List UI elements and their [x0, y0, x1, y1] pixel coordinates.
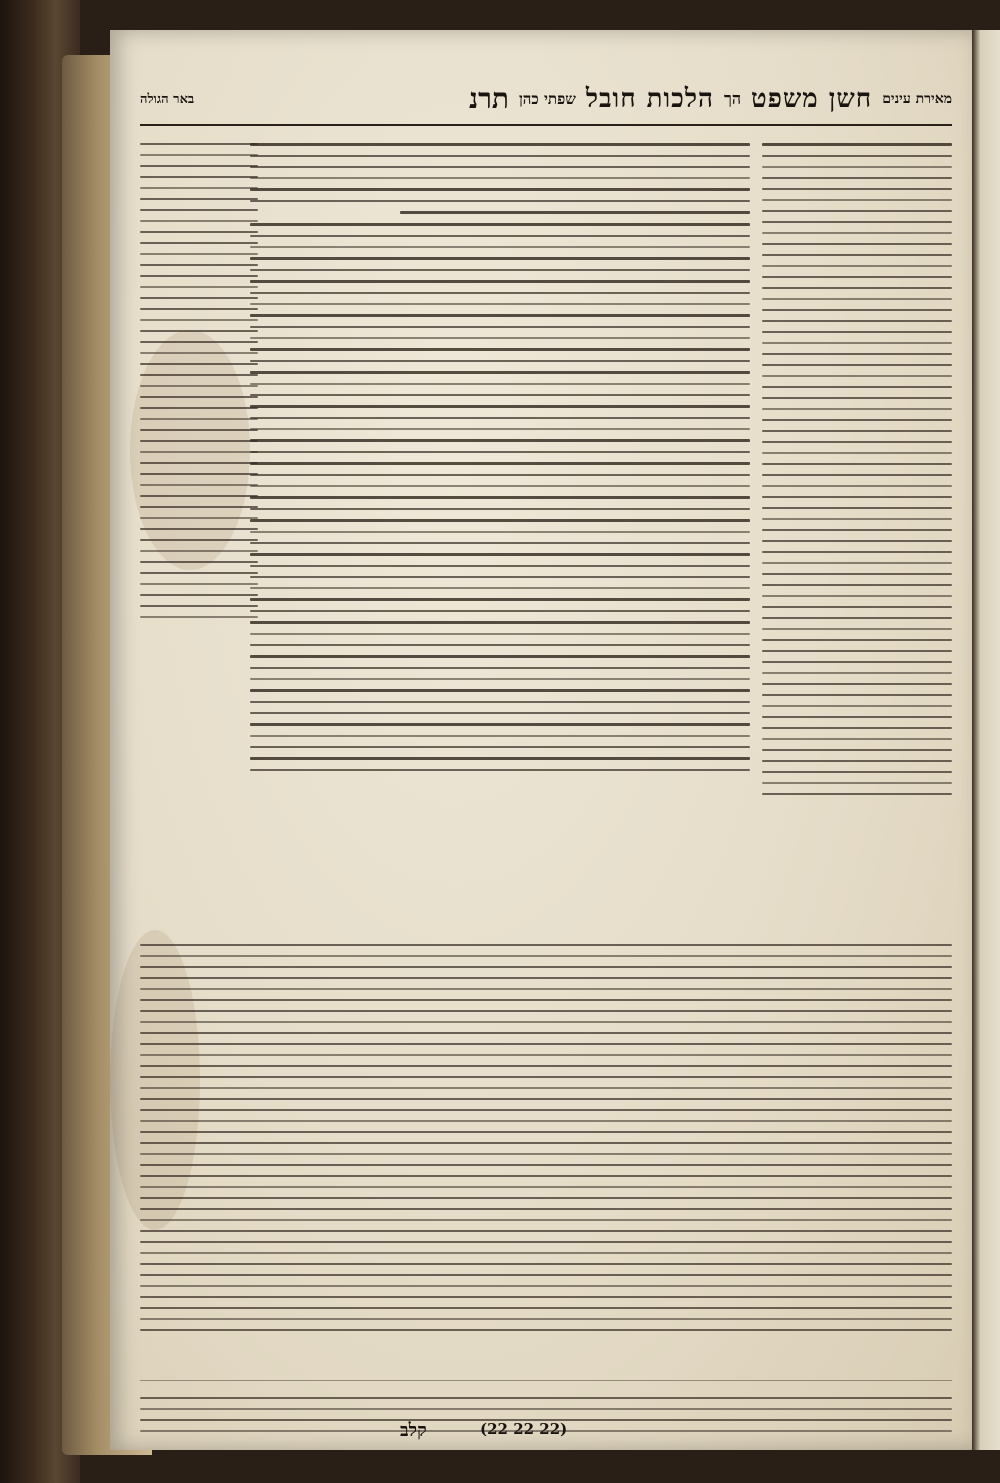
text-line — [762, 694, 952, 696]
text-line — [140, 473, 258, 475]
header-left-label: באר הגולה — [140, 92, 195, 107]
text-line — [400, 211, 750, 214]
text-line — [762, 760, 952, 762]
text-line — [762, 595, 952, 597]
text-line — [140, 1307, 952, 1309]
text-line — [762, 716, 952, 718]
text-line — [250, 485, 750, 487]
text-line — [762, 529, 952, 531]
text-line — [762, 463, 952, 465]
text-line — [762, 639, 952, 641]
text-line — [762, 562, 952, 564]
text-line — [762, 199, 952, 201]
facing-page-edge — [972, 30, 1000, 1450]
text-line — [140, 187, 258, 189]
text-line — [140, 253, 258, 255]
text-line — [140, 154, 258, 156]
text-line — [140, 1208, 952, 1210]
text-line — [762, 738, 952, 740]
text-line — [762, 331, 952, 333]
text-line — [140, 955, 952, 957]
header-right-label: מאירת עינים — [882, 90, 952, 107]
running-header — [140, 78, 952, 120]
text-line — [140, 1109, 952, 1111]
text-line — [140, 1076, 952, 1078]
text-line — [762, 705, 952, 707]
text-line — [762, 320, 952, 322]
text-line — [250, 644, 750, 646]
book-page — [110, 30, 972, 1450]
text-line — [140, 407, 258, 409]
text-line — [250, 474, 750, 476]
text-line — [762, 452, 952, 454]
main-text-column — [250, 134, 750, 924]
text-line — [762, 628, 952, 630]
text-line — [250, 177, 750, 179]
text-line — [140, 1131, 952, 1133]
text-line — [140, 944, 952, 946]
printer-signature: (22 22 22) — [480, 1420, 568, 1438]
text-line — [140, 561, 258, 563]
text-line — [140, 495, 258, 497]
text-line — [140, 550, 258, 552]
text-line — [140, 1087, 952, 1089]
text-line — [250, 508, 750, 510]
text-line — [140, 297, 258, 299]
text-line — [762, 584, 952, 586]
text-line — [140, 506, 258, 508]
header-title-mid: הך — [723, 89, 742, 108]
text-line — [140, 363, 258, 365]
text-line — [250, 496, 750, 499]
text-line — [762, 243, 952, 245]
bottom-commentary-block — [140, 935, 952, 1375]
text-line — [140, 594, 258, 596]
text-line — [762, 419, 952, 421]
text-line — [762, 265, 952, 267]
text-line — [140, 1230, 952, 1232]
text-line — [762, 573, 952, 575]
text-line — [140, 539, 258, 541]
text-line — [140, 286, 258, 288]
text-line — [140, 429, 258, 431]
text-line — [140, 583, 258, 585]
text-line — [762, 408, 952, 410]
text-line — [762, 485, 952, 487]
text-line — [250, 678, 750, 680]
header-title: חשן משפט — [751, 84, 873, 114]
text-line — [250, 223, 750, 226]
header-subsection: שפתי כהן — [518, 89, 576, 108]
text-line — [762, 166, 952, 168]
text-line — [250, 746, 750, 748]
text-line — [762, 617, 952, 619]
catchword: קלב — [400, 1420, 427, 1441]
text-line — [140, 341, 258, 343]
text-line — [250, 155, 750, 157]
text-line — [140, 605, 258, 607]
text-line — [250, 280, 750, 283]
text-line — [762, 727, 952, 729]
text-line — [140, 451, 258, 453]
text-line — [250, 428, 750, 430]
left-commentary-column — [140, 134, 258, 924]
text-line — [140, 1054, 952, 1056]
text-line — [762, 441, 952, 443]
text-line — [250, 769, 750, 771]
text-line — [140, 209, 258, 211]
text-line — [250, 326, 750, 328]
text-line — [250, 655, 750, 658]
text-line — [140, 572, 258, 574]
text-line — [762, 309, 952, 311]
text-line — [140, 1153, 952, 1155]
text-line — [140, 999, 952, 1001]
text-line — [250, 394, 750, 396]
text-line — [140, 988, 952, 990]
text-line — [140, 440, 258, 442]
text-line — [140, 977, 952, 979]
text-line — [250, 257, 750, 260]
text-line — [762, 749, 952, 751]
text-line — [140, 517, 258, 519]
text-line — [250, 565, 750, 567]
text-line — [250, 337, 750, 339]
header-section: הלכות חובל — [585, 84, 714, 114]
text-line — [140, 385, 258, 387]
text-line — [250, 519, 750, 522]
text-line — [140, 176, 258, 178]
text-line — [250, 735, 750, 737]
text-line — [762, 342, 952, 344]
text-line — [140, 462, 258, 464]
text-line — [762, 397, 952, 399]
header-rule — [140, 124, 952, 126]
text-line — [762, 782, 952, 784]
text-line — [140, 616, 258, 618]
text-line — [762, 221, 952, 223]
text-line — [762, 353, 952, 355]
text-line — [250, 587, 750, 589]
text-line — [140, 352, 258, 354]
text-line — [250, 405, 750, 408]
text-line — [762, 771, 952, 773]
text-line — [140, 1098, 952, 1100]
text-line — [762, 287, 952, 289]
text-line — [250, 303, 750, 305]
text-line — [762, 364, 952, 366]
text-line — [250, 542, 750, 544]
text-line — [140, 1021, 952, 1023]
footer-rule — [140, 1380, 952, 1381]
text-line — [250, 723, 750, 726]
text-line — [140, 1285, 952, 1287]
text-line — [250, 689, 750, 692]
text-line — [250, 621, 750, 624]
text-line — [140, 1120, 952, 1122]
right-commentary-column — [762, 134, 952, 924]
text-line — [250, 701, 750, 703]
text-line — [140, 143, 258, 145]
text-line — [762, 177, 952, 179]
text-line — [762, 430, 952, 432]
text-line — [250, 371, 750, 374]
text-line — [762, 298, 952, 300]
text-line — [140, 396, 258, 398]
text-line — [140, 1408, 952, 1410]
text-line — [140, 1186, 952, 1188]
text-line — [762, 518, 952, 520]
text-line — [140, 220, 258, 222]
text-line — [250, 417, 750, 419]
text-line — [140, 1142, 952, 1144]
text-line — [250, 269, 750, 271]
text-line — [250, 633, 750, 635]
text-line — [140, 1065, 952, 1067]
text-line — [250, 462, 750, 465]
text-line — [762, 386, 952, 388]
text-line — [140, 528, 258, 530]
text-line — [762, 540, 952, 542]
text-line — [250, 143, 750, 146]
text-line — [762, 474, 952, 476]
text-line — [250, 667, 750, 669]
text-line — [140, 1197, 952, 1199]
text-line — [762, 210, 952, 212]
text-line — [140, 1010, 952, 1012]
text-line — [250, 166, 750, 168]
text-line — [140, 1318, 952, 1320]
text-line — [762, 188, 952, 190]
text-line — [140, 418, 258, 420]
text-line — [762, 232, 952, 234]
text-line — [250, 553, 750, 556]
text-line — [762, 793, 952, 795]
text-line — [140, 1296, 952, 1298]
text-line — [250, 757, 750, 760]
text-line — [250, 451, 750, 453]
text-line — [762, 683, 952, 685]
text-line — [140, 1252, 952, 1254]
text-line — [762, 155, 952, 157]
text-line — [762, 650, 952, 652]
text-line — [140, 1397, 952, 1399]
text-line — [140, 198, 258, 200]
text-line — [250, 314, 750, 317]
text-line — [140, 1032, 952, 1034]
footer-notes — [140, 1388, 952, 1450]
text-line — [250, 598, 750, 601]
text-line — [250, 576, 750, 578]
text-line — [762, 507, 952, 509]
text-line — [250, 360, 750, 362]
text-line — [762, 375, 952, 377]
text-line — [140, 264, 258, 266]
text-line — [140, 1219, 952, 1221]
text-line — [140, 275, 258, 277]
text-line — [762, 606, 952, 608]
text-line — [250, 610, 750, 612]
text-line — [140, 319, 258, 321]
text-line — [140, 242, 258, 244]
text-line — [250, 188, 750, 191]
text-line — [140, 1164, 952, 1166]
text-line — [762, 496, 952, 498]
text-line — [140, 1241, 952, 1243]
text-line — [140, 374, 258, 376]
text-line — [250, 246, 750, 248]
text-line — [762, 276, 952, 278]
header-page-number: תרנ — [469, 82, 509, 115]
text-line — [140, 165, 258, 167]
text-line — [140, 1274, 952, 1276]
text-line — [140, 1263, 952, 1265]
text-line — [140, 1329, 952, 1331]
text-line — [140, 1175, 952, 1177]
text-line — [250, 439, 750, 442]
text-line — [762, 551, 952, 553]
text-line — [140, 308, 258, 310]
text-line — [140, 1043, 952, 1045]
text-line — [250, 383, 750, 385]
text-line — [140, 231, 258, 233]
text-line — [762, 254, 952, 256]
text-line — [762, 661, 952, 663]
text-line — [250, 712, 750, 714]
text-line — [250, 292, 750, 294]
text-line — [250, 200, 750, 202]
text-line — [140, 484, 258, 486]
text-line — [140, 966, 952, 968]
text-line — [762, 672, 952, 674]
text-line — [762, 143, 952, 146]
text-line — [250, 531, 750, 533]
text-line — [250, 348, 750, 351]
text-line — [140, 330, 258, 332]
text-line — [250, 235, 750, 237]
